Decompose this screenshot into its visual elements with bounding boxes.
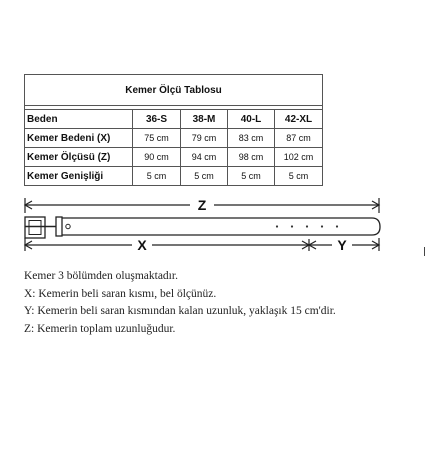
belt-strap [58, 218, 380, 235]
table-cell: 75 cm [133, 129, 181, 148]
table-cell: 94 cm [181, 148, 228, 167]
table-cell: 102 cm [275, 148, 323, 167]
belt-size-table [24, 74, 323, 186]
table-title: Kemer Ölçü Tablosu [25, 75, 323, 106]
row-label: Kemer Genişliği [25, 167, 133, 186]
table-cell: 5 cm [133, 167, 181, 186]
size-col-4: 42-XL [275, 110, 323, 129]
size-col-1: 36-S [133, 110, 181, 129]
table-cell: 98 cm [228, 148, 275, 167]
table-row [25, 129, 323, 148]
description-line: Kemer 3 bölümden oluşmaktadır. [24, 270, 178, 282]
header-label: Beden [25, 110, 133, 129]
table-cell: 90 cm [133, 148, 181, 167]
table-cell: 87 cm [275, 129, 323, 148]
description-line: Y: Kemerin beli saran kısmından kalan uzunluk, yaklaşık 15 cm'dir. [24, 305, 336, 317]
row-label: Kemer Bedeni (X) [25, 129, 133, 148]
description-line: X: Kemerin beli saran kısmı, bel ölçünüz. [24, 287, 217, 300]
xy-dimension [25, 238, 379, 251]
table-cell: 5 cm [228, 167, 275, 186]
table-row [25, 167, 323, 186]
label-y: Y [337, 237, 347, 253]
table-cell: 5 cm [181, 167, 228, 186]
description-line: Z: Kemerin toplam uzunluğudur. [24, 322, 176, 335]
label-x: X [137, 237, 147, 253]
belt-diagram [22, 193, 384, 255]
belt-description [24, 268, 336, 338]
table-cell: 5 cm [275, 167, 323, 186]
label-z: Z [197, 197, 207, 213]
table-cell: 83 cm [228, 129, 275, 148]
table-row [25, 148, 323, 167]
table-header-row [25, 110, 323, 129]
table-cell: 79 cm [181, 129, 228, 148]
size-col-2: 38-M [181, 110, 228, 129]
size-col-3: 40-L [228, 110, 275, 129]
row-label: Kemer Ölçüsü (Z) [25, 148, 133, 167]
side-tick-mark [424, 247, 425, 256]
